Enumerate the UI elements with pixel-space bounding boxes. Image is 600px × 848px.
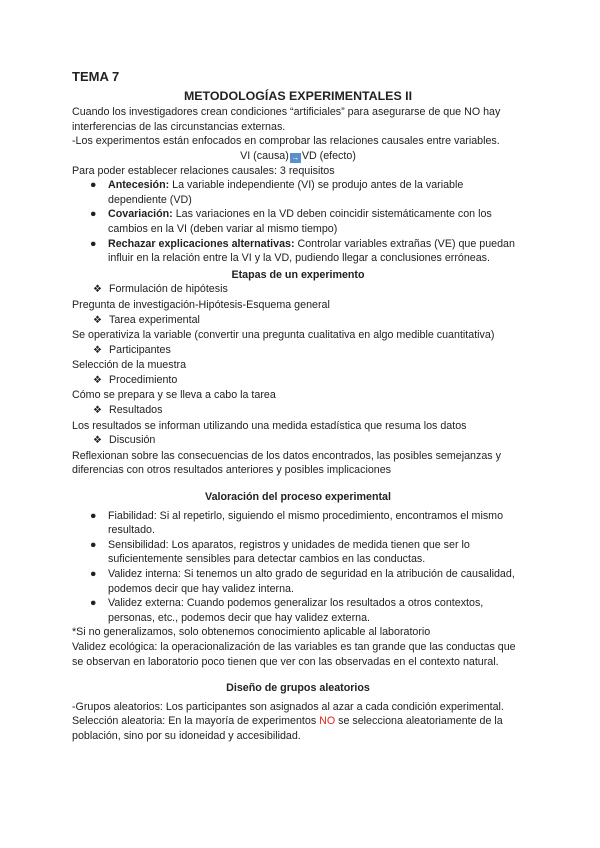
valoracion-text: Fiabilidad: Si al repetirlo, siguiendo el mismo procedimiento, encontramos el mismo resultado. — [108, 509, 504, 537]
vi-label: VI (causa) — [240, 149, 289, 162]
requisito-text: Las variaciones en la VD deben coincidir sistemáticamente con los cambios en la VI (deben variar al mismo tiempo) — [108, 208, 492, 235]
list-item — [72, 237, 524, 266]
etapa-desc: Reflexionan sobre las consecuencias de los datos encontrados, las posibles semejanzas y diferencias con otros resultados anteriores y posibles implicaciones — [72, 449, 501, 477]
page-title: METODOLOGÍAS EXPERIMENTALES II — [183, 88, 413, 103]
list-item — [72, 178, 524, 207]
requisito-term: Rechazar explicaciones alternativas: — [108, 237, 295, 250]
grupos-aleatorios: -Grupos aleatorios: Los participantes son asignados al azar a cada condición experimental. — [72, 700, 504, 713]
list-item — [72, 207, 524, 236]
valoracion-text: Validez externa: Cuando podemos generalizar los resultados a otros contextos, personas, etc., podemos decir que hay validez externa. — [108, 597, 484, 624]
intro-experiments: -Los experimentos están enfocados en comprobar las relaciones causales entre variables. — [72, 135, 500, 148]
bullet-icon: ● — [90, 538, 97, 551]
list-item — [72, 596, 524, 625]
etapa-name: Participantes — [109, 343, 171, 356]
diamond-bullet-icon: ❖ — [93, 314, 102, 326]
valoracion-heading: Valoración del proceso experimental — [205, 491, 391, 504]
etapa-desc: Cómo se prepara y se lleva a cabo la tarea — [72, 389, 276, 402]
valoracion-note: *Si no generalizamos, solo obtenemos conocimiento aplicable al laboratorio — [72, 626, 431, 639]
list-item — [72, 538, 524, 567]
arrow-right-icon: → — [291, 152, 300, 162]
vd-label: VD (efecto) — [301, 149, 356, 162]
list-item — [72, 567, 524, 596]
etapa-item — [72, 403, 524, 419]
valoracion-text: Validez interna: Si tenemos un alto grado de seguridad en la atribución de causalidad, podemos decir que hay validez interna. — [108, 568, 515, 595]
document-body — [72, 70, 524, 744]
etapa-desc: Se operativiza la variable (convertir una pregunta cualitativa en algo medible cuantitativa) — [72, 329, 495, 342]
bullet-icon: ● — [90, 509, 97, 522]
valoracion-list — [72, 509, 524, 626]
seleccion-text-a: Selección aleatoria: En la mayoría de experimentos — [72, 715, 320, 728]
requisito-text: Controlar variables extrañas (VE) que puedan influir en la relación entre la VI y la VD, pudiendo llegar a conclusiones erróneas. — [108, 237, 515, 265]
validez-ecologica: Validez ecológica: la operacionalización de las variables es tan grande que las conductas que se observan en laboratorio poco tienen que ver con las observadas en el contexto natural. — [72, 640, 516, 668]
vi-vd-line — [72, 149, 524, 164]
etapa-name: Resultados — [109, 404, 163, 417]
requisitos-list — [72, 178, 524, 266]
requisito-text: La variable independiente (VI) se produjo antes de la variable dependiente (VD) — [108, 179, 464, 206]
diamond-bullet-icon: ❖ — [93, 435, 102, 447]
etapa-item — [72, 433, 524, 449]
requisito-term: Covariación: — [108, 208, 173, 221]
etapa-name: Formulación de hipótesis — [109, 283, 228, 296]
diamond-bullet-icon: ❖ — [93, 344, 102, 356]
bullet-icon: ● — [90, 208, 97, 221]
bullet-icon: ● — [90, 597, 97, 610]
list-item — [72, 509, 524, 538]
etapa-name: Discusión — [109, 434, 156, 447]
etapa-desc: Pregunta de investigación-Hipótesis-Esquema general — [72, 298, 330, 311]
etapa-item — [72, 373, 524, 389]
seleccion-text-b: se selecciona aleatoriamente de la población, sino por su idoneidad y accesibilidad. — [72, 715, 503, 742]
diamond-bullet-icon: ❖ — [93, 374, 102, 386]
etapa-item — [72, 313, 524, 329]
intro-paragraph: Cuando los investigadores crean condiciones “artificiales” para asegurarse de que NO hay interferencias de las circunstancias externas. — [72, 106, 501, 133]
bullet-icon: ● — [90, 179, 97, 192]
etapa-name: Procedimiento — [109, 373, 178, 386]
tema-heading: TEMA 7 — [72, 69, 120, 84]
diamond-bullet-icon: ❖ — [93, 284, 102, 296]
diamond-bullet-icon: ❖ — [93, 405, 102, 417]
disenio-heading: Diseño de grupos aleatorios — [226, 682, 370, 695]
etapa-desc: Los resultados se informan utilizando una medida estadística que resuma los datos — [72, 419, 467, 432]
bullet-icon: ● — [90, 568, 97, 580]
etapas-heading: Etapas de un experimento — [231, 268, 365, 281]
etapa-desc: Selección de la muestra — [72, 359, 187, 372]
etapa-item — [72, 343, 524, 359]
valoracion-text: Sensibilidad: Los aparatos, registros y unidades de medida tienen que ser lo suficientemente sensibles para detectar cambios en las conductas. — [108, 538, 470, 566]
etapa-name: Tarea experimental — [109, 313, 200, 326]
no-highlight: NO — [319, 715, 336, 728]
bullet-icon: ● — [90, 237, 97, 250]
requisito-term: Antecesión: — [108, 179, 170, 192]
requisitos-intro: Para poder establecer relaciones causales: 3 requisitos — [72, 164, 335, 177]
etapa-item — [72, 282, 524, 298]
seleccion-aleatoria — [72, 714, 524, 743]
